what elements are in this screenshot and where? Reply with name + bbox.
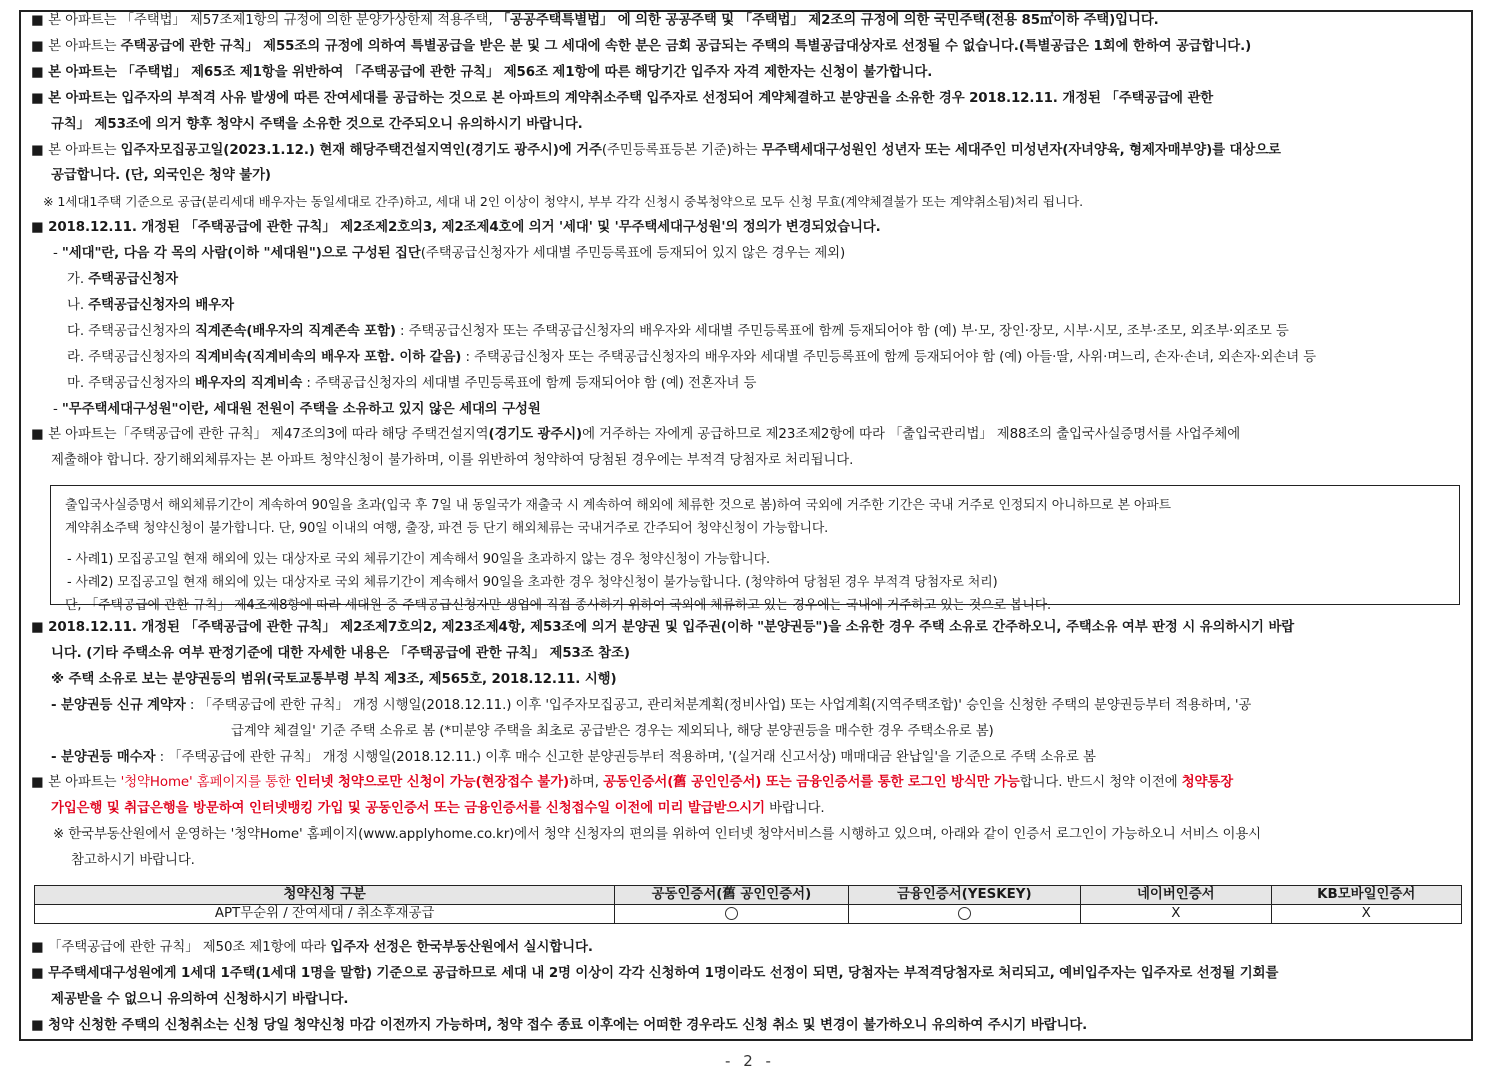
notice-line	[31, 936, 1465, 960]
notice-text: 본 아파트는「주택공급에 관한 규칙」 제47조의3에 따라 해당 주택건설지역	[48, 427, 489, 443]
notice-text: - 분양권등 신규 계약자	[51, 697, 186, 713]
notice-text: 본 아파트는	[48, 775, 121, 791]
notice-line	[31, 216, 1465, 240]
notice-text: 본 아파트는	[48, 38, 121, 54]
available-circle-icon	[725, 907, 738, 920]
overseas-box-line: - 사례2) 모집공고일 현재 해외에 있는 대상자로 국외 체류기간이 계속해서 90일을 초과한 경우 청약신청이 불가능합니다. (청약하여 당첨된 경우 부적격 당첨자로 처리)	[67, 575, 998, 590]
notice-text: (경기도 광주시)	[488, 427, 583, 443]
notice-text: '청약Home' 홈페이지를 통한	[120, 775, 295, 791]
notice-text: 청약 신청한 주택의 신청취소는 신청 당일 청약신청 마감 이전까지 가능하며, 청약 접수 종료 이후에는 어떠한 경우라도 신청 취소 및 변경이 불가하오니 유의하여 주시기 바랍니다.	[48, 1017, 1088, 1033]
notice-text: 가.	[67, 272, 89, 287]
notice-text: 직계존속(배우자의 직계존속 포함)	[195, 323, 396, 339]
notice-text: -	[53, 246, 62, 262]
header-application-type: 청약신청 구분	[35, 886, 615, 905]
row-label: APT무순위 / 잔여세대 / 취소후재공급	[35, 905, 615, 924]
notice-text: (주택공급신청자가 세대별 주민등록표에 등재되어 있지 않은 경우는 제외)	[420, 246, 846, 262]
kb-certificate-value: X	[1271, 905, 1462, 924]
notice-line	[31, 423, 1465, 447]
notice-line	[31, 164, 1473, 188]
header-naver-certificate: 네이버인증서	[1081, 886, 1271, 905]
notice-line	[31, 746, 1473, 770]
notice-text: -	[53, 401, 62, 417]
notice-line	[31, 694, 1473, 718]
notice-text: 마. 주택공급신청자의	[67, 375, 195, 391]
notice-line	[31, 962, 1465, 986]
notice-text: "무주택세대구성원"이란, 세대원 전원이 주택을 소유하고 있지 않은 세대의 구성원	[61, 401, 541, 417]
notice-text: 2018.12.11. 개정된 「주택공급에 관한 규칙」 제2조제2호의3, 제2조제4호에 의거 '세대' 및 '무주택세대구성원'의 정의가 변경되었습니다.	[48, 220, 881, 236]
notice-text: 공급합니다. (단, 외국인은 청약 불가)	[51, 168, 271, 184]
notice-text: : 주택공급신청자 또는 주택공급신청자의 배우자와 세대별 주민등록표에 함께 등재되어야 함 (예) 부·모, 장인·장모, 시부·시모, 조부·조모, 외조부·외조모 등	[395, 323, 1289, 339]
notice-text: ※ 한국부동산원에서 운영하는 '청약Home' 홈페이지(www.applyhome.co.kr)에서 청약 신청자의 편의를 위하여 인터넷 청약서비스를 시행하고 있으며, 아래와 같이 인증서 로그인이 가능하오니 서비스 이용시	[53, 827, 1261, 843]
header-joint-certificate: 공동인증서(舊 공인인증서)	[615, 886, 848, 905]
notice-line	[31, 372, 1473, 396]
overseas-box-line: 계약취소주택 청약신청이 불가합니다. 단, 90일 이내의 여행, 출장, 파견 등 단기 해외체류는 국내거주로 간주되어 청약신청이 가능합니다.	[65, 521, 829, 536]
notice-text: 라. 주택공급신청자의	[67, 349, 195, 365]
bullet-square-icon: ■	[31, 142, 49, 158]
notice-text: 무주택세대구성원인 성년자 또는 세대주인 미성년자(자녀양육, 형제자매부양)를 대상으로	[761, 142, 1281, 158]
bullet-square-icon: ■	[31, 38, 49, 54]
notice-line	[31, 268, 1473, 292]
notice-line	[31, 320, 1473, 344]
notice-text: 청약통장	[1181, 775, 1234, 791]
notice-text: - 분양권등 매수자	[51, 749, 156, 765]
notice-text: 무주택세대구성원에게 1세대 1주택(1세대 1명을 말함) 기준으로 공급하므로 세대 내 2명 이상이 각각 신청하여 1명이라도 선정이 되면, 당첨자는 부적격당첨자로 처리되고, 예비입주자는 입주자로 선정될 기회를	[48, 965, 1279, 981]
bullet-square-icon: ■	[31, 940, 49, 955]
notice-text: ※ 주택 소유로 보는 분양권등의 범위(국토교통부령 부칙 제3조, 제565호, 2018.12.11. 시행)	[51, 671, 617, 687]
bullet-square-icon: ■	[31, 775, 49, 791]
notice-text: 본 아파트는 「주택법」 제57조제1항의 규정에 의한 분양가상한제 적용주택,	[48, 13, 497, 28]
notice-text: 배우자의 직계비속	[195, 375, 303, 391]
bullet-square-icon: ■	[31, 220, 49, 236]
available-circle-icon	[958, 907, 971, 920]
notice-text: 본 아파트는	[48, 142, 121, 158]
notice-text: 합니다. 반드시 청약 이전에	[1019, 775, 1182, 791]
overseas-box-line: - 사례1) 모집공고일 현재 해외에 있는 대상자로 국외 체류기간이 계속해서 90일을 초과하지 않는 경우 청약신청이 가능합니다.	[67, 552, 771, 567]
notice-line	[31, 797, 1473, 821]
notice-text: 니다. (기타 주택소유 여부 판정기준에 대한 자세한 내용은 「주택공급에 관한 규칙」 제53조 참조)	[51, 645, 630, 661]
notice-text: : 「주택공급에 관한 규칙」 개정 시행일(2018.12.11.) 이후 '입주자모집공고, 관리처분계획(정비사업) 또는 사업계획(지역주택조합)' 승인을 신청한 주택의 분양권등부터 적용하며, '공	[185, 697, 1252, 713]
notice-frame	[19, 10, 1473, 1041]
notice-line	[31, 61, 1465, 85]
notice-line	[31, 346, 1473, 370]
certificate-table-row	[35, 905, 1462, 924]
notice-text: : 주택공급신청자의 세대별 주민등록표에 함께 등재되어야 함 (예) 전혼자녀 등	[302, 375, 757, 391]
notice-text: 「공공주택특별법」 에 의한 공공주택 및 「주택법」 제2조의 규정에 의한 국민주택(전용 85㎡이하 주택)입니다.	[496, 13, 1159, 28]
notice-text: : 주택공급신청자 또는 주택공급신청자의 배우자와 세대별 주민등록표에 함께 등재되어야 함 (예) 아들·딸, 사위·며느리, 손자·손녀, 외손자·외손녀 등	[461, 349, 1317, 365]
notice-line	[31, 642, 1473, 666]
notice-text: 본 아파트는 입주자의 부적격 사유 발생에 따른 잔여세대를 공급하는 것으로 본 아파트의 계약취소주택 입주자로 선정되어 계약체결하고 분양권을 소유한 경우 2018.12.11. 개정된 「주택공급에 관한	[48, 90, 1214, 106]
notice-line	[31, 294, 1473, 318]
notice-text: 규칙」 제53조에 의거 향후 청약시 주택을 소유한 것으로 간주되오니 유의하시기 바랍니다.	[51, 116, 583, 132]
notice-text: 주택공급신청자의 배우자	[88, 297, 234, 313]
notice-text: 바랍니다.	[764, 801, 825, 817]
header-financial-certificate: 금융인증서(YESKEY)	[848, 886, 1080, 905]
notice-text: 하며,	[569, 775, 604, 791]
header-kb-certificate: KB모바일인증서	[1271, 886, 1462, 905]
bullet-square-icon: ■	[31, 620, 49, 635]
bullet-square-icon: ■	[31, 1017, 49, 1033]
notice-text: 입주자 선정은 한국부동산원에서 실시합니다.	[330, 940, 593, 955]
notice-text: "세대"란, 다음 각 목의 사람(이하 "세대원")으로 구성된 집단	[61, 246, 421, 262]
notice-line	[31, 449, 1473, 473]
notice-line	[31, 988, 1473, 1012]
bullet-square-icon: ■	[31, 90, 49, 106]
notice-line	[31, 771, 1465, 795]
notice-line	[31, 849, 1473, 873]
bullet-square-icon: ■	[31, 13, 49, 28]
notice-text: 제출해야 합니다. 장기해외체류자는 본 아파트 청약신청이 불가하며, 이를 위반하여 청약하여 당첨된 경우에는 부적격 당첨자로 처리됩니다.	[51, 453, 854, 469]
notice-line	[31, 398, 1473, 422]
joint-certificate-value	[615, 905, 848, 924]
notice-line	[31, 190, 1473, 214]
certificate-table-header	[35, 886, 1462, 905]
overseas-box-line: 출입국사실증명서 해외체류기간이 계속하여 90일을 초과(입국 후 7일 내 동일국가 재출국 시 계속하여 해외에 체류한 것으로 봄)하여 국외에 거주한 기간은 국내 거주로 인정되지 아니하므로 본 아파트	[65, 498, 1171, 513]
notice-text: 참고하시기 바랍니다.	[71, 853, 195, 869]
overseas-box-line: 단, 「주택공급에 관한 규칙」 제4조제8항에 따라 세대원 중 주택공급신청자만 생업에 직접 종사하기 위하여 국외에 체류하고 있는 경우에는 국내에 거주하고 있는 것으로 봅니다.	[65, 598, 1052, 613]
page-number: - 2 -	[725, 1052, 775, 1070]
notice-line	[31, 242, 1473, 266]
certificate-table	[34, 885, 1462, 924]
notice-text: 에 거주하는 자에게 공급하므로 제23조제2항에 따라 「출입국관리법」 제88조의 출입국사실증명서를 사업주체에	[582, 427, 1241, 443]
notice-text: 공동인증서(舊 공인인증서) 또는 금융인증서를 통한 로그인 방식만 가능	[603, 775, 1020, 791]
notice-line	[31, 35, 1465, 59]
notice-text: 직계비속(직계비속의 배우자 포함. 이하 같음)	[195, 349, 462, 365]
notice-text: ※ 1세대1주택 기준으로 공급(분리세대 배우자는 동일세대로 간주)하고, 세대 내 2인 이상이 청약시, 부부 각각 신청시 중복청약으로 모두 신청 무효(계약체결불가 또는 계약취소됨)처리 됩니다.	[43, 194, 1083, 210]
bullet-square-icon: ■	[31, 427, 49, 443]
notice-text: 2018.12.11. 개정된 「주택공급에 관한 규칙」 제2조제7호의2, 제23조제4항, 제53조에 의거 분양권 및 입주권(이하 "분양권등")을 소유한 경우 주택 소유로 간주하오니, 주택소유 여부 판정 시 유의하시기 바랍	[48, 620, 1295, 635]
notice-text: (주민등록표등본 기준)하는	[601, 142, 762, 158]
notice-line	[31, 616, 1465, 640]
notice-text: 주택공급신청자	[88, 272, 179, 287]
notice-text: 주택공급에 관한 규칙」 제55조의 규정에 의하여 특별공급을 받은 분 및 그 세대에 속한 분은 금회 공급되는 주택의 특별공급대상자로 선정될 수 없습니다.(특별공급은 1회에 한하여 공급합니다.)	[120, 38, 1252, 54]
financial-certificate-value	[848, 905, 1080, 924]
notice-text: 제공받을 수 없으니 유의하여 신청하시기 바랍니다.	[51, 991, 349, 1007]
bullet-square-icon: ■	[31, 64, 49, 80]
notice-text: 입주자모집공고일(2023.1.12.) 현재 해당주택건설지역인(경기도 광주시)에 거주	[120, 142, 602, 158]
notice-text: 「주택공급에 관한 규칙」 제50조 제1항에 따라	[48, 940, 331, 955]
notice-text: 가입은행 및 취급은행을 방문하여 인터넷뱅킹 가입 및 공동인증서 또는 금융인증서를 신청접수일 이전에 미리 발급받으시기	[51, 801, 765, 817]
notice-text: 나.	[67, 297, 89, 313]
notice-line	[31, 720, 1473, 744]
notice-line	[31, 823, 1473, 847]
overseas-stay-box	[50, 485, 1460, 613]
notice-text: 급계약 체결일' 기준 주택 소유로 봄 (*미분양 주택을 최초로 공급받은 경우는 제외되나, 해당 분양권등을 매수한 경우 주택소유로 봄)	[231, 723, 994, 739]
notice-text: : 「주택공급에 관한 규칙」 개정 시행일(2018.12.11.) 이후 매수 신고한 분양권등부터 적용하며, '(실거래 신고서상) 매매대금 완납일'을 기준으로 주택 소유로 봄	[155, 749, 1096, 765]
notice-line	[31, 87, 1465, 111]
notice-line	[31, 10, 1465, 33]
notice-line	[31, 113, 1473, 137]
notice-line	[31, 139, 1465, 163]
naver-certificate-value: X	[1081, 905, 1271, 924]
notice-text: 다. 주택공급신청자의	[67, 323, 195, 339]
notice-line	[31, 668, 1473, 692]
notice-text: 본 아파트는 「주택법」 제65조 제1항을 위반하여 「주택공급에 관한 규칙」 제56조 제1항에 따른 해당기간 입주자 자격 제한자는 신청이 불가합니다.	[48, 64, 933, 80]
notice-line	[31, 1014, 1465, 1038]
bullet-square-icon: ■	[31, 965, 49, 981]
notice-text: 인터넷 청약으로만 신청이 가능(현장접수 불가)	[294, 775, 570, 791]
